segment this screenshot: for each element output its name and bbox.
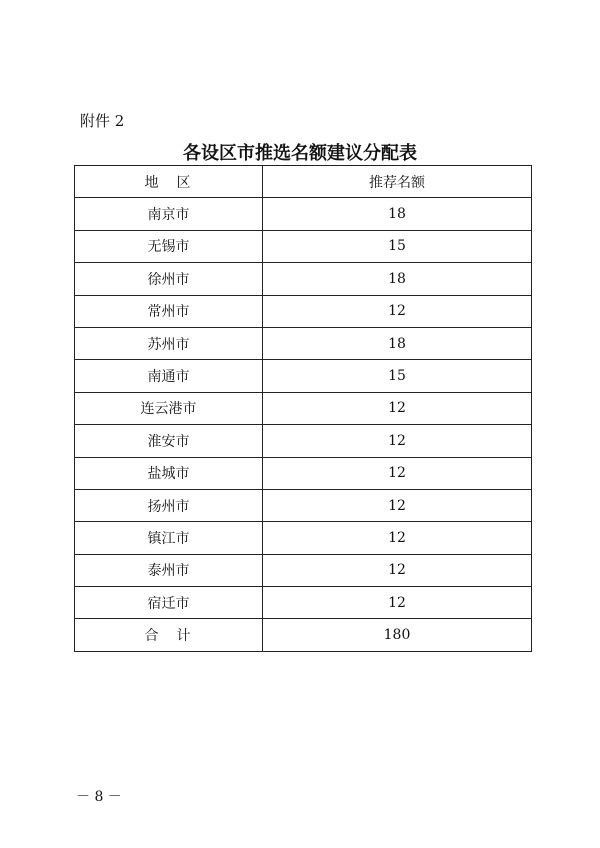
quota-cell: 12 <box>263 425 532 457</box>
table-row <box>75 327 532 359</box>
region-cell: 宿迁市 <box>75 587 263 619</box>
table-row <box>75 587 532 619</box>
quota-cell: 12 <box>263 587 532 619</box>
quota-cell: 15 <box>263 360 532 392</box>
region-cell: 泰州市 <box>75 554 263 586</box>
quota-cell: 12 <box>263 457 532 489</box>
quota-cell: 18 <box>263 327 532 359</box>
region-cell: 南通市 <box>75 360 263 392</box>
region-cell: 苏州市 <box>75 327 263 359</box>
total-row <box>75 619 532 651</box>
quota-cell: 12 <box>263 522 532 554</box>
table-row <box>75 554 532 586</box>
region-cell: 盐城市 <box>75 457 263 489</box>
quota-cell: 12 <box>263 554 532 586</box>
quota-cell: 18 <box>263 198 532 230</box>
table-row <box>75 489 532 521</box>
table-row <box>75 263 532 295</box>
document-title: 各设区市推选名额建议分配表 <box>183 143 417 164</box>
region-cell: 扬州市 <box>75 489 263 521</box>
region-cell: 淮安市 <box>75 425 263 457</box>
quota-cell: 12 <box>263 295 532 327</box>
table-header-row <box>75 166 532 198</box>
region-cell: 南京市 <box>75 198 263 230</box>
allocation-table <box>74 165 532 652</box>
attachment-label: 附件 2 <box>80 112 125 130</box>
page-number: － 8 － <box>76 789 122 805</box>
header-region: 地 区 <box>75 166 263 198</box>
table-row <box>75 392 532 424</box>
region-cell: 连云港市 <box>75 392 263 424</box>
table-row <box>75 457 532 489</box>
region-cell: 徐州市 <box>75 263 263 295</box>
quota-cell: 18 <box>263 263 532 295</box>
quota-cell: 12 <box>263 489 532 521</box>
region-cell: 镇江市 <box>75 522 263 554</box>
quota-cell: 12 <box>263 392 532 424</box>
table-row <box>75 198 532 230</box>
table-row <box>75 425 532 457</box>
table-row <box>75 360 532 392</box>
total-label: 合 计 <box>75 619 263 651</box>
table-row <box>75 295 532 327</box>
quota-cell: 15 <box>263 230 532 262</box>
total-value: 180 <box>263 619 532 651</box>
table-row <box>75 522 532 554</box>
table-row <box>75 230 532 262</box>
region-cell: 无锡市 <box>75 230 263 262</box>
region-cell: 常州市 <box>75 295 263 327</box>
header-quota: 推荐名额 <box>263 166 532 198</box>
